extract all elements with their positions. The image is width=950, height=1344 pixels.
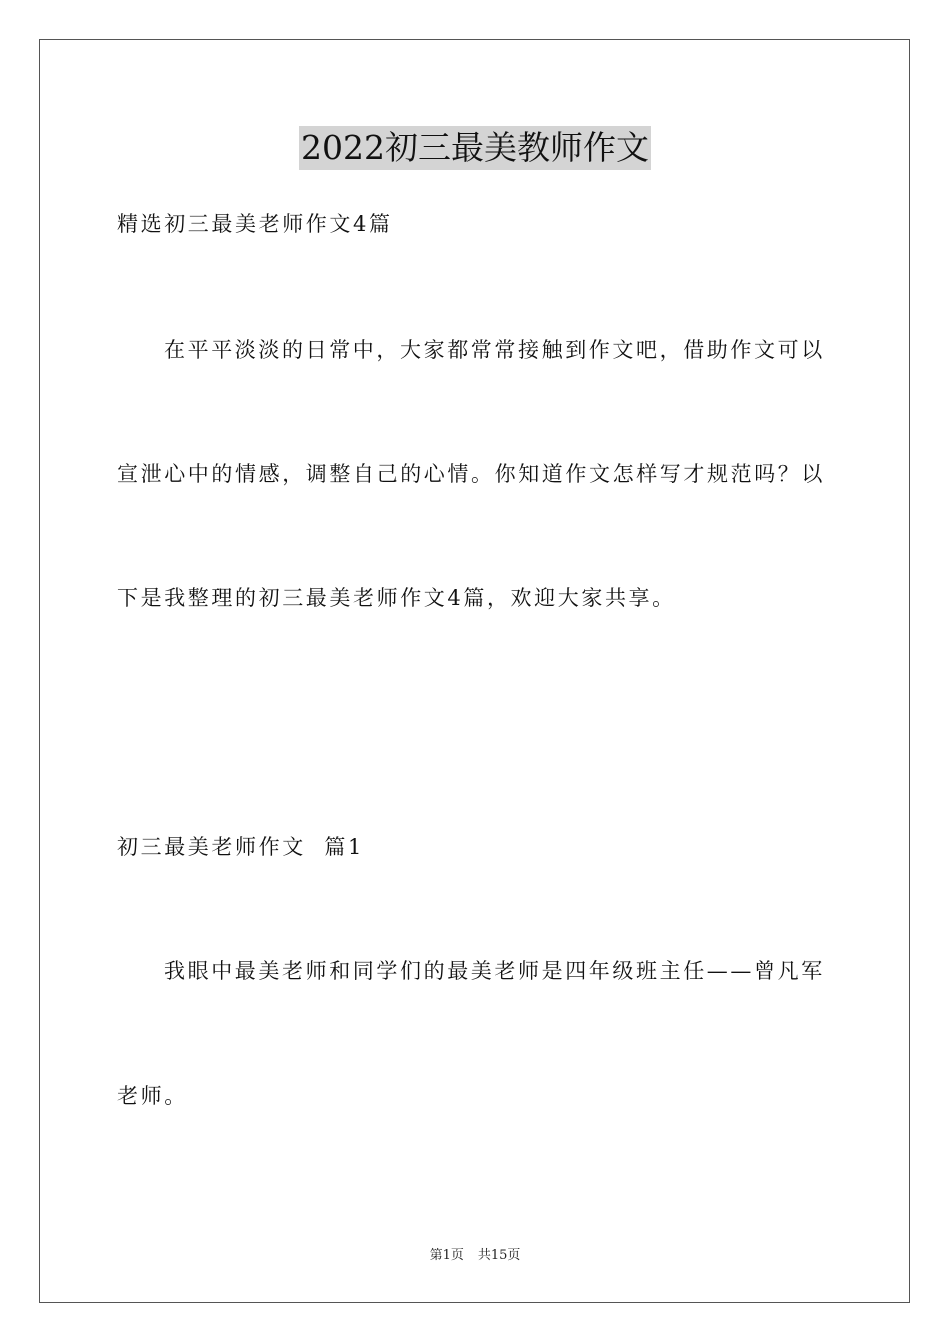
document-subtitle: 精选初三最美老师作文4篇 [117, 212, 393, 236]
intro-paragraph-line: 在平平淡淡的日常中，大家都常常接触到作文吧，借助作文可以 [164, 338, 825, 362]
section-heading: 初三最美老师作文 篇1 [117, 835, 364, 859]
section-paragraph-line: 老师。 [117, 1084, 188, 1108]
document-title: 2022初三最美教师作文 [299, 126, 651, 170]
page-footer [0, 1246, 950, 1266]
section-paragraph-line: 我眼中最美老师和同学们的最美老师是四年级班主任——曾凡军 [164, 959, 825, 983]
page-number: 第1页 [429, 1248, 464, 1263]
page-total: 共15页 [477, 1248, 521, 1263]
title-container [0, 126, 950, 170]
intro-paragraph-line: 下是我整理的初三最美老师作文4篇，欢迎大家共享。 [117, 586, 676, 610]
intro-paragraph-line: 宣泄心中的情感，调整自己的心情。你知道作文怎样写才规范吗？以 [117, 462, 825, 486]
